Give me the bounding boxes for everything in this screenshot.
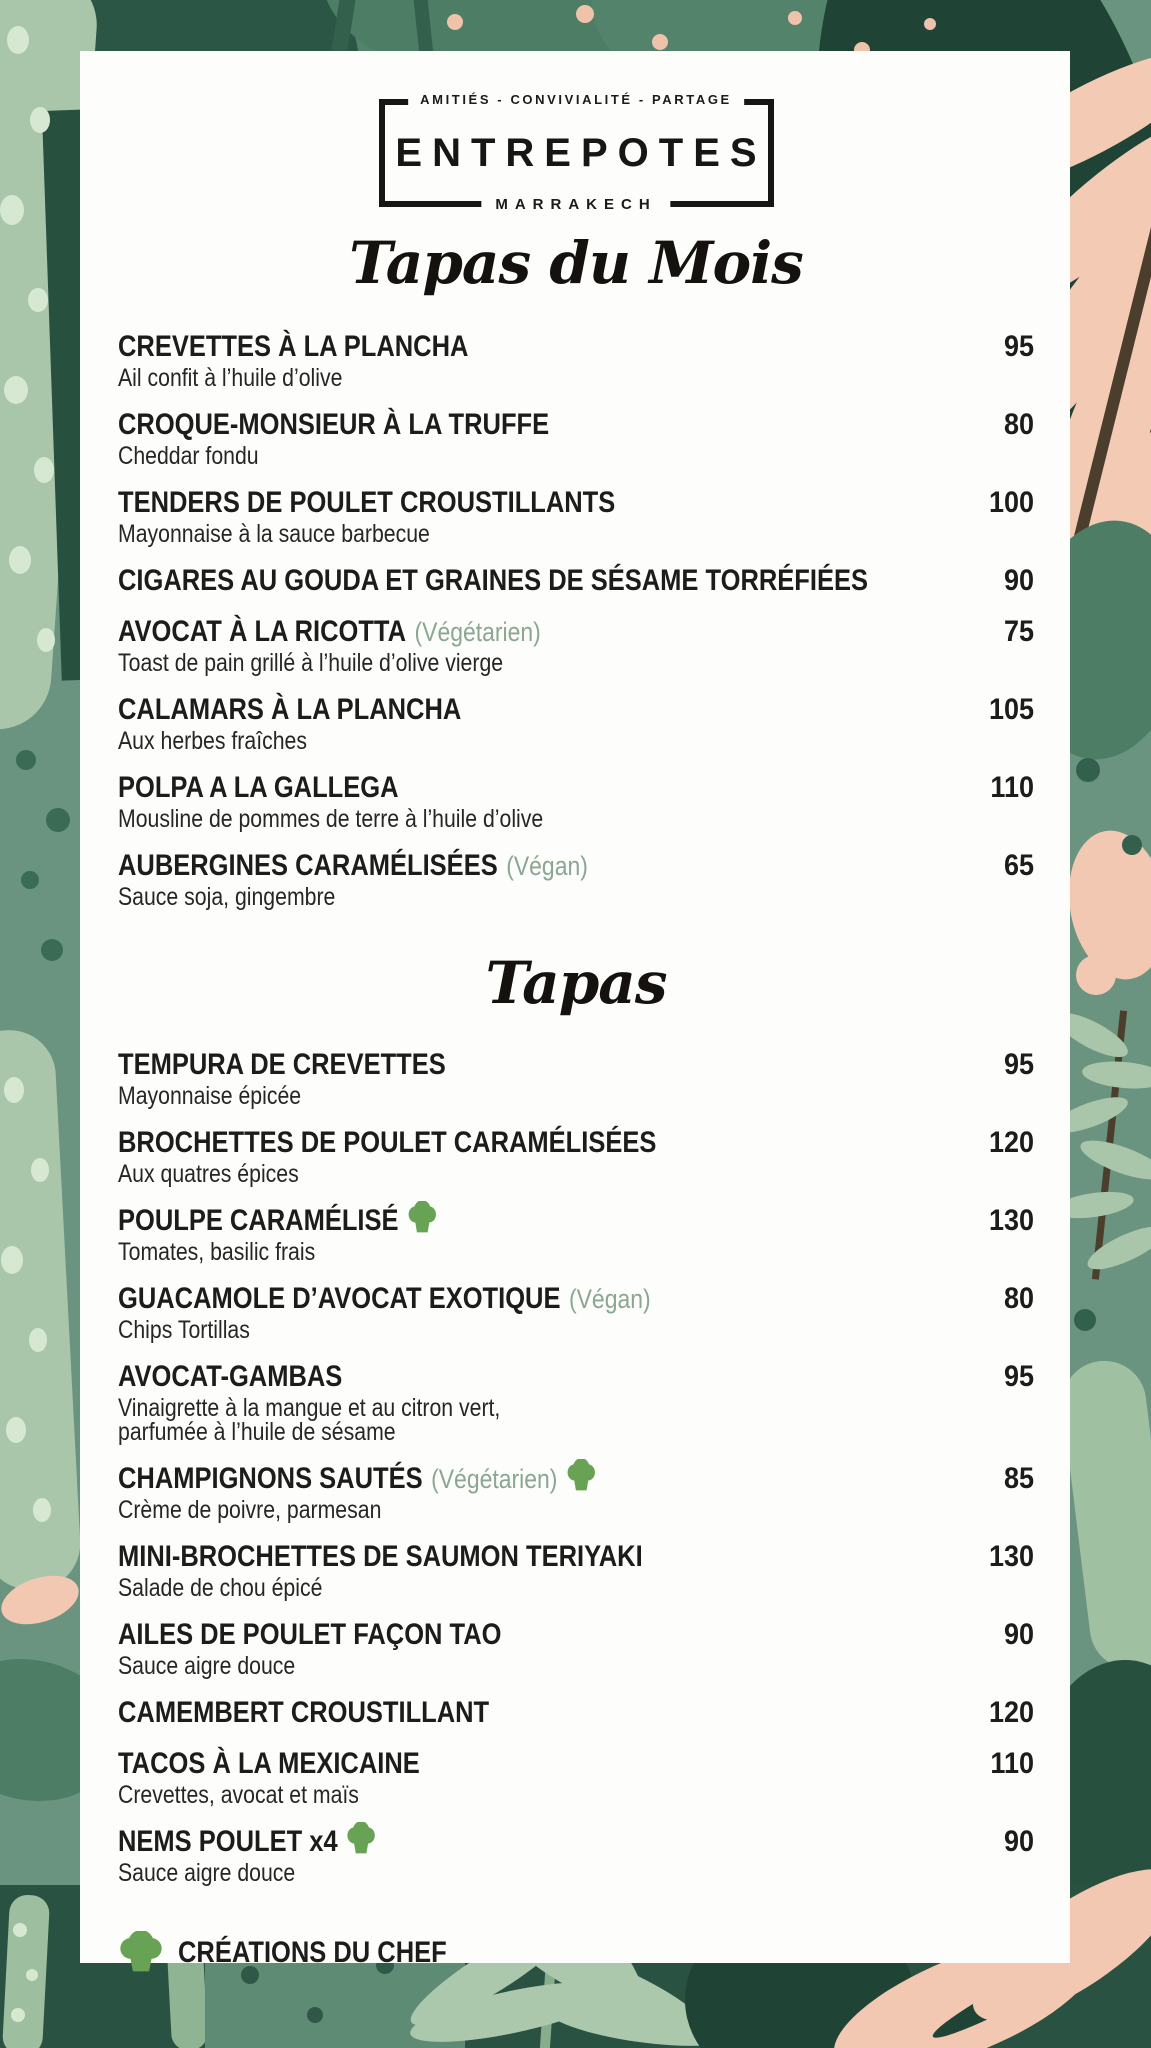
item-description: Sauce aigre douce	[118, 1652, 296, 1680]
menu-item	[118, 565, 1034, 597]
menu-section	[118, 231, 1034, 909]
item-name: CROQUE-MONSIEUR À LA TRUFFE	[118, 408, 550, 441]
item-name: CALAMARS À LA PLANCHA	[118, 693, 462, 726]
item-price: 95	[1003, 330, 1034, 363]
item-description: Mayonnaise épicée	[118, 1082, 302, 1110]
item-diet-tag: (Végan)	[506, 850, 588, 881]
menu-item	[118, 1049, 1034, 1108]
item-name: AILES DE POULET FAÇON TAO	[118, 1618, 502, 1651]
menu-item	[118, 1205, 1034, 1264]
logo-city: MARRAKECH	[481, 196, 670, 213]
menu-item	[118, 1541, 1034, 1600]
item-description: Mayonnaise à la sauce barbecue	[118, 520, 430, 548]
logo-name: ENTREPOTES	[395, 130, 767, 175]
item-name: TENDERS DE POULET CROUSTILLANTS	[118, 486, 616, 519]
menu-item	[118, 616, 1034, 675]
item-name: POULPE CARAMÉLISÉ	[118, 1204, 399, 1237]
item-name: BROCHETTES DE POULET CARAMÉLISÉES	[118, 1126, 657, 1159]
section-items	[118, 331, 1034, 909]
restaurant-logo	[379, 92, 774, 213]
item-name: TACOS À LA MEXICAINE	[118, 1747, 420, 1780]
item-price: 90	[1003, 564, 1034, 597]
item-price: 95	[1003, 1048, 1034, 1081]
legend-label: CRÉATIONS DU CHEF	[178, 1936, 447, 1969]
item-price: 80	[1003, 1282, 1034, 1315]
section-title: Tapas	[485, 949, 667, 1017]
item-price: 80	[1003, 408, 1034, 441]
menu-item	[118, 331, 1034, 390]
item-price: 130	[988, 1204, 1034, 1237]
item-description: Cheddar fondu	[118, 442, 259, 470]
item-price: 90	[1003, 1618, 1034, 1651]
item-name: CHAMPIGNONS SAUTÉS	[118, 1462, 423, 1495]
item-description: Sauce aigre douce	[118, 1859, 296, 1887]
item-description: Crevettes, avocat et maïs	[118, 1781, 359, 1809]
item-name: AVOCAT-GAMBAS	[118, 1360, 343, 1393]
item-name: POLPA A LA GALLEGA	[118, 771, 399, 804]
item-description: Aux quatres épices	[118, 1160, 299, 1188]
item-description: Chips Tortillas	[118, 1316, 250, 1344]
menu-item	[118, 694, 1034, 753]
item-name: CREVETTES À LA PLANCHA	[118, 330, 469, 363]
item-price: 130	[988, 1540, 1034, 1573]
item-description: Vinaigrette à la mangue et au citron vert, parfumée à l’huile de sésame	[118, 1394, 501, 1446]
menu-item	[118, 1361, 1034, 1444]
item-price: 100	[988, 486, 1034, 519]
menu-item	[118, 1748, 1034, 1807]
section-title: Tapas du Mois	[349, 229, 803, 297]
item-price: 120	[988, 1126, 1034, 1159]
item-diet-tag: (Végétarien)	[414, 616, 541, 647]
item-name: GUACAMOLE D’AVOCAT EXOTIQUE	[118, 1282, 561, 1315]
item-name: AUBERGINES CARAMÉLISÉES	[118, 849, 498, 882]
section-items	[118, 1049, 1034, 1885]
item-price: 75	[1003, 615, 1034, 648]
item-price: 65	[1003, 849, 1034, 882]
item-name: CIGARES AU GOUDA ET GRAINES DE SÉSAME TORRÉFIÉES	[118, 564, 868, 597]
item-description: Sauce soja, gingembre	[118, 883, 336, 911]
item-description: Mousline de pommes de terre à l’huile d’olive	[118, 805, 544, 833]
item-price: 120	[988, 1696, 1034, 1729]
menu-item	[118, 1463, 1034, 1522]
menu-item	[118, 409, 1034, 468]
menu-item	[118, 772, 1034, 831]
chef-hat-icon	[566, 1459, 597, 1493]
item-name: CAMEMBERT CROUSTILLANT	[118, 1696, 490, 1729]
chef-hat-icon	[118, 1931, 164, 1975]
item-price: 85	[1003, 1462, 1034, 1495]
item-description: Salade de chou épicé	[118, 1574, 323, 1602]
item-description: Ail confit à l’huile d’olive	[118, 364, 343, 392]
menu-item	[118, 850, 1034, 909]
item-price: 105	[988, 693, 1034, 726]
menu-item	[118, 1127, 1034, 1186]
item-description: Crème de poivre, parmesan	[118, 1496, 382, 1524]
item-price: 110	[990, 1747, 1034, 1780]
chef-creations-legend	[118, 1931, 1034, 1975]
item-price: 90	[1003, 1825, 1034, 1858]
item-price: 95	[1003, 1360, 1034, 1393]
item-diet-tag: (Végan)	[568, 1283, 651, 1314]
menu-card	[80, 51, 1070, 1969]
item-name: AVOCAT À LA RICOTTA	[118, 615, 407, 648]
item-description: Tomates, basilic frais	[118, 1238, 316, 1266]
item-name: NEMS POULET x4	[118, 1825, 338, 1858]
menu-item	[118, 1826, 1034, 1885]
item-description: Aux herbes fraîches	[118, 727, 307, 755]
chef-hat-icon	[346, 1822, 377, 1856]
logo-tagline: AMITIÉS - CONVIVIALITÉ - PARTAGE	[408, 92, 744, 107]
item-description: Toast de pain grillé à l’huile d’olive vierge	[118, 649, 504, 677]
menu-item	[118, 1697, 1034, 1729]
item-name: MINI-BROCHETTES DE SAUMON TERIYAKI	[118, 1540, 643, 1573]
menu-item	[118, 487, 1034, 546]
item-name: TEMPURA DE CREVETTES	[118, 1048, 446, 1081]
menu-item	[118, 1619, 1034, 1678]
item-price: 110	[990, 771, 1034, 804]
chef-hat-icon	[407, 1201, 438, 1235]
item-diet-tag: (Végétarien)	[431, 1463, 558, 1494]
menu-item	[118, 1283, 1034, 1342]
menu-section	[118, 951, 1034, 1885]
menu-sections	[118, 231, 1034, 1885]
